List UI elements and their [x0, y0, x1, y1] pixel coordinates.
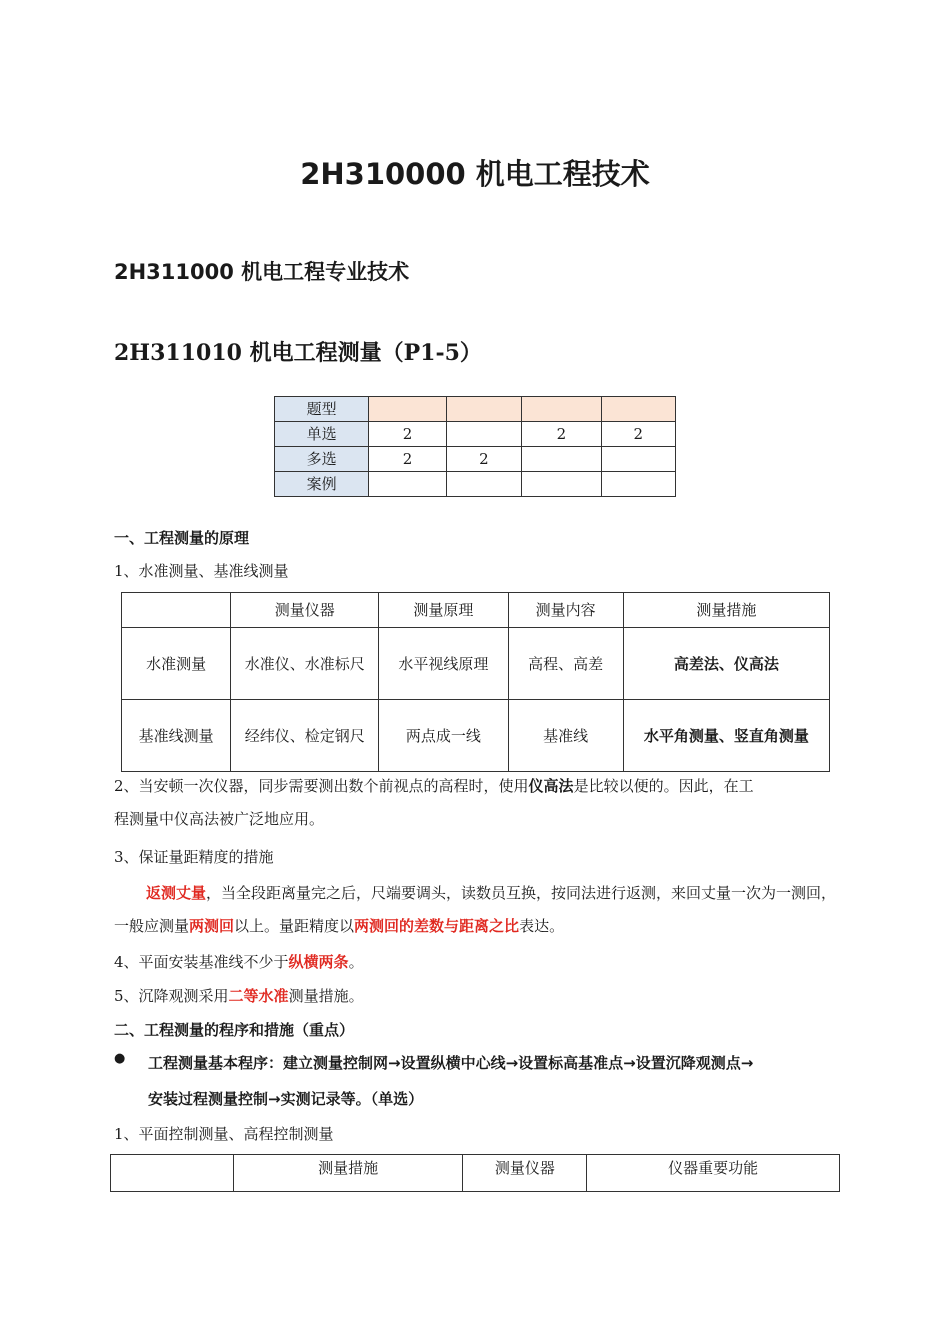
- part1-heading: 一、工程测量的原理: [114, 529, 250, 547]
- table-row: [122, 593, 830, 628]
- table-cell: 多选: [275, 447, 369, 472]
- table-cell: [601, 447, 675, 472]
- table-cell: 高程、高差: [508, 628, 623, 700]
- table-header: 测量仪器: [463, 1155, 587, 1192]
- table-cell: 单选: [275, 422, 369, 447]
- table-row: [275, 422, 676, 447]
- table-cell: 基准线测量: [122, 700, 231, 772]
- table-header: 测量措施: [623, 593, 829, 628]
- item-2-text: 是比较以便的。因此，在工: [573, 777, 754, 795]
- item-4: [114, 952, 364, 972]
- table-cell: 题型: [275, 397, 369, 422]
- table-cell: 水准测量: [122, 628, 231, 700]
- table-cell: 2: [446, 447, 521, 472]
- question-type-table: [274, 396, 676, 497]
- table-row: [111, 1155, 840, 1192]
- table-cell: [522, 472, 601, 497]
- paragraph-text: ，当全段距离量完之后，尺端要调头，读数员互换，按同法进行返测，来回丈量一次为一测回，一般应测量: [114, 884, 837, 935]
- paragraph-text: 以上。量距精度以: [234, 917, 355, 935]
- table-header: [122, 593, 231, 628]
- table-cell: [446, 397, 521, 422]
- table-row: [275, 472, 676, 497]
- paragraph-text: 表达。: [519, 917, 565, 935]
- table-cell: 经纬仪、检定钢尺: [231, 700, 379, 772]
- table-cell: [601, 472, 675, 497]
- bullet-line: 工程测量基本程序：建立测量控制网→设置纵横中心线→设置标高基准点→设置沉降观测点→: [148, 1054, 754, 1072]
- item-5-text: 测量措施。: [288, 987, 364, 1005]
- table-row: [122, 700, 830, 772]
- item-2-text: 程测量中仪高法被广泛地应用。: [114, 810, 325, 828]
- highlight-text: 纵横两条: [288, 953, 349, 971]
- table-header: 测量仪器: [231, 593, 379, 628]
- measurement-table: [121, 592, 830, 772]
- table-cell: [446, 422, 521, 447]
- control-survey-table: [110, 1154, 840, 1192]
- table-cell: 高差法、仪高法: [623, 628, 829, 700]
- item-4-text: 。: [348, 953, 364, 971]
- item-2-keyword: 仪高法: [528, 777, 574, 795]
- table-cell: 2: [601, 422, 675, 447]
- part2-heading: 二、工程测量的程序和措施（重点）: [114, 1021, 355, 1039]
- item-5-text: 5、沉降观测采用: [114, 987, 229, 1005]
- highlight-text: 两测回的差数与距离之比: [354, 917, 520, 935]
- table-header: 测量内容: [508, 593, 623, 628]
- table-header: 仪器重要功能: [587, 1155, 840, 1192]
- table-cell: 两点成一线: [379, 700, 508, 772]
- item-6: 1、平面控制测量、高程控制测量: [114, 1125, 334, 1143]
- item-3: 3、保证量距精度的措施: [114, 848, 274, 866]
- table-cell: [601, 397, 675, 422]
- table-cell: [369, 472, 446, 497]
- table-cell: 水准仪、水准标尺: [231, 628, 379, 700]
- table-cell: 2: [522, 422, 601, 447]
- bullet-icon: ●: [114, 1051, 126, 1066]
- table-cell: 2: [369, 447, 446, 472]
- table-header: 测量原理: [379, 593, 508, 628]
- item-2-text: 2、当安顿一次仪器，同步需要测出数个前视点的高程时，使用: [114, 777, 529, 795]
- bullet-line: 安装过程测量控制→实测记录等。（单选）: [148, 1090, 424, 1108]
- table-cell: 水平角测量、竖直角测量: [623, 700, 829, 772]
- table-cell: [369, 397, 446, 422]
- table-cell: 2: [369, 422, 446, 447]
- table-row: [275, 447, 676, 472]
- item-5: [114, 986, 364, 1006]
- page-title: 2H310000 机电工程技术: [300, 157, 650, 191]
- item-2: [114, 770, 838, 836]
- table-cell: [522, 447, 601, 472]
- table-header: 测量措施: [233, 1155, 463, 1192]
- table-row: [275, 397, 676, 422]
- table-cell: [522, 397, 601, 422]
- table-cell: [446, 472, 521, 497]
- highlight-text: 二等水准: [228, 987, 289, 1005]
- chapter-title: 2H311000 机电工程专业技术: [114, 260, 410, 284]
- section-title: 2H311010 机电工程测量（P1-5）: [114, 340, 482, 366]
- table-cell: 案例: [275, 472, 369, 497]
- table-cell: 基准线: [508, 700, 623, 772]
- table-cell: 水平视线原理: [379, 628, 508, 700]
- highlight-text: 两测回: [189, 917, 235, 935]
- highlight-text: 返测丈量: [146, 884, 207, 902]
- item-4-text: 4、平面安装基准线不少于: [114, 953, 289, 971]
- item-3-paragraph: [114, 877, 838, 943]
- table-header: [111, 1155, 234, 1192]
- item-1: 1、水准测量、基准线测量: [114, 562, 289, 580]
- table-row: [122, 628, 830, 700]
